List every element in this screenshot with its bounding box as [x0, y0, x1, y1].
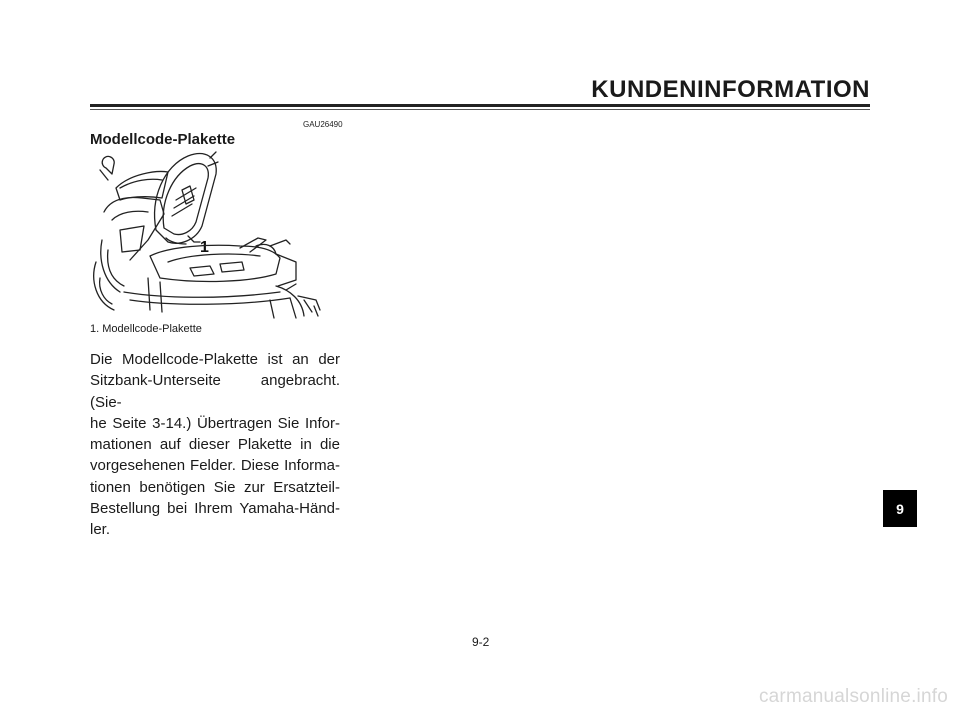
header-rule-thin	[90, 109, 870, 110]
body-line: ler.	[90, 521, 111, 539]
callout-number: 1	[200, 239, 209, 256]
body-line: tionen benötigen Sie zur Ersatzteil-	[90, 478, 340, 496]
body-line: Die Modellcode-Plakette ist an der	[90, 351, 340, 368]
section-heading: Modellcode-Plakette	[90, 131, 236, 148]
body-line: he Seite 3-14.) Übertragen Sie Infor-	[90, 414, 340, 432]
header-rule-thick	[90, 104, 870, 107]
chapter-tab: 9	[883, 490, 917, 527]
watermark: carmanualsonline.info	[758, 686, 948, 707]
figure-caption: 1. Modellcode-Plakette	[90, 323, 202, 335]
chapter-title: KUNDENINFORMATION	[591, 76, 870, 103]
scooter-seat-illustration	[90, 150, 340, 322]
body-line: Bestellung bei Ihrem Yamaha-Händ-	[90, 500, 340, 518]
body-line: Sitzbank-Unterseite angebracht. (Sie-	[90, 372, 340, 411]
body-line: vorgesehenen Felder. Diese Informa-	[90, 457, 340, 475]
page-number: 9-2	[472, 635, 490, 649]
body-line: mationen auf dieser Plakette in die	[90, 436, 340, 454]
document-code: GAU26490	[303, 120, 343, 129]
body-paragraph	[90, 349, 340, 541]
